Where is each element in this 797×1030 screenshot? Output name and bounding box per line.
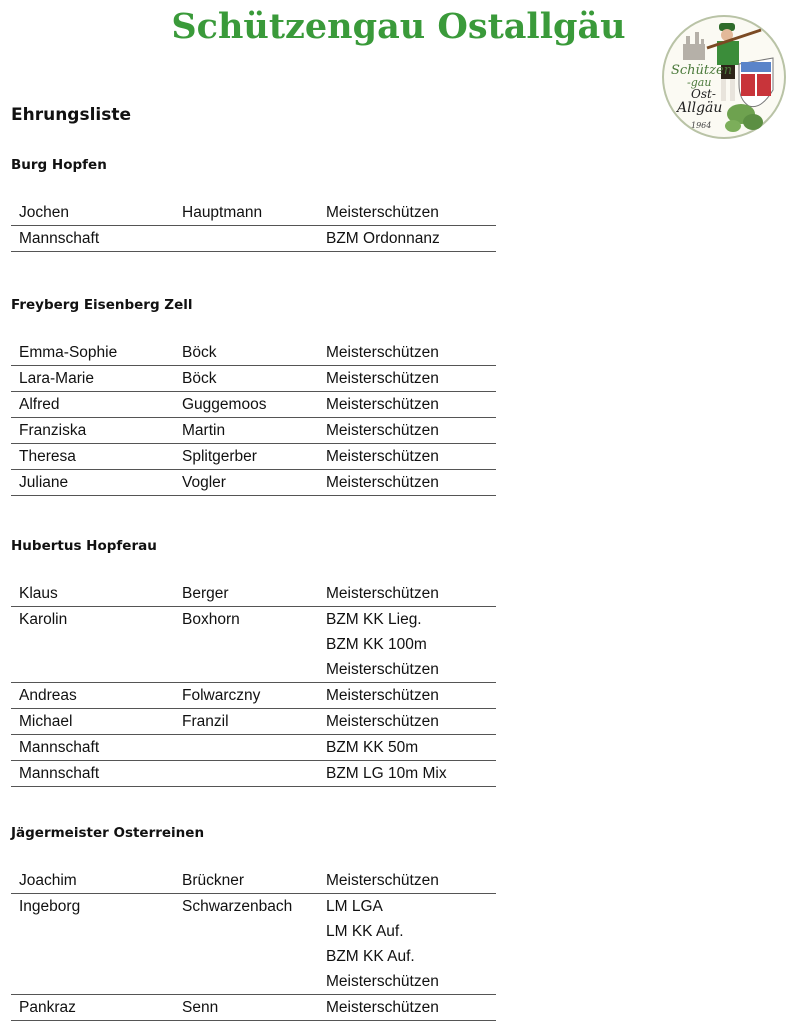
table-row bbox=[11, 444, 496, 470]
award: Meisterschützen bbox=[326, 687, 439, 704]
first-name: Mannschaft bbox=[19, 739, 100, 756]
club-name: Burg Hopfen bbox=[11, 157, 107, 173]
award: Meisterschützen bbox=[326, 204, 439, 221]
award-cell bbox=[326, 392, 496, 418]
first-name: Andreas bbox=[19, 687, 77, 704]
last-name: Senn bbox=[182, 999, 219, 1016]
last-name: Boxhorn bbox=[182, 611, 240, 628]
svg-text:Allgäu: Allgäu bbox=[677, 100, 723, 116]
page-title: Schützengau Ostallgäu bbox=[171, 6, 626, 47]
first-name: Alfred bbox=[19, 396, 60, 413]
award: Meisterschützen bbox=[326, 713, 439, 730]
award: Meisterschützen bbox=[326, 344, 439, 361]
award: BZM LG 10m Mix bbox=[326, 765, 447, 782]
last-name: Böck bbox=[182, 370, 217, 387]
svg-text:Schützen: Schützen bbox=[671, 63, 733, 78]
award-cell bbox=[326, 761, 496, 787]
first-name: Joachim bbox=[19, 872, 77, 889]
award-cell bbox=[326, 735, 496, 761]
last-name: Franzil bbox=[182, 713, 229, 730]
award: LM KK Auf. bbox=[326, 923, 404, 940]
award-cell bbox=[326, 683, 496, 709]
last-name: Schwarzenbach bbox=[182, 898, 293, 915]
table-row bbox=[11, 340, 496, 366]
club-name: Freyberg Eisenberg Zell bbox=[11, 297, 193, 313]
first-name: Mannschaft bbox=[19, 765, 100, 782]
first-name: Karolin bbox=[19, 611, 68, 628]
club-section-freyberg-eisenberg-zell bbox=[11, 295, 496, 496]
table-row bbox=[11, 392, 496, 418]
last-name: Berger bbox=[182, 585, 229, 602]
table-row bbox=[11, 226, 496, 252]
first-name: Emma-Sophie bbox=[19, 344, 118, 361]
award: Meisterschützen bbox=[326, 474, 439, 491]
award: BZM Ordonnanz bbox=[326, 230, 440, 247]
table-row bbox=[11, 761, 496, 787]
table-row bbox=[11, 470, 496, 496]
award: Meisterschützen bbox=[326, 973, 439, 990]
club-section-hubertus-hopferau bbox=[11, 536, 496, 787]
last-name bbox=[182, 735, 326, 761]
club-section-burg-hopfen bbox=[11, 155, 496, 252]
document-heading: Ehrungsliste bbox=[11, 105, 132, 125]
award: Meisterschützen bbox=[326, 999, 439, 1016]
table-row bbox=[11, 200, 496, 226]
award-cell bbox=[326, 995, 496, 1021]
club-section-jaegermeister-osterreinen bbox=[11, 823, 496, 1021]
club-name: Hubertus Hopferau bbox=[11, 538, 157, 554]
award-cell bbox=[326, 418, 496, 444]
honors-table bbox=[11, 581, 496, 787]
club-emblem-icon bbox=[661, 14, 787, 140]
table-row bbox=[11, 995, 496, 1021]
award-cell bbox=[326, 340, 496, 366]
award: Meisterschützen bbox=[326, 422, 439, 439]
table-row bbox=[11, 366, 496, 392]
award-cell bbox=[326, 868, 496, 894]
award-cell bbox=[326, 470, 496, 496]
first-name: Pankraz bbox=[19, 999, 76, 1016]
club-name: Jägermeister Osterreinen bbox=[11, 825, 205, 841]
award: BZM KK 100m bbox=[326, 636, 427, 653]
first-name: Klaus bbox=[19, 585, 58, 602]
award-cell bbox=[326, 709, 496, 735]
table-row bbox=[11, 868, 496, 894]
first-name: Theresa bbox=[19, 448, 76, 465]
award-cell bbox=[326, 444, 496, 470]
award: Meisterschützen bbox=[326, 872, 439, 889]
last-name: Guggemoos bbox=[182, 396, 267, 413]
table-row bbox=[11, 683, 496, 709]
table-row bbox=[11, 709, 496, 735]
first-name: Michael bbox=[19, 713, 73, 730]
award-cell bbox=[326, 200, 496, 226]
first-name: Juliane bbox=[19, 474, 69, 491]
award-cell bbox=[326, 366, 496, 392]
award: Meisterschützen bbox=[326, 396, 439, 413]
table-row bbox=[11, 735, 496, 761]
table-row bbox=[11, 581, 496, 607]
award-cell bbox=[326, 581, 496, 607]
honors-table bbox=[11, 868, 496, 1021]
svg-text:Ost-: Ost- bbox=[691, 87, 716, 101]
last-name: Splitgerber bbox=[182, 448, 257, 465]
table-row bbox=[11, 418, 496, 444]
award-cell bbox=[326, 607, 496, 683]
last-name: Hauptmann bbox=[182, 204, 263, 221]
table-row bbox=[11, 894, 496, 995]
honors-table bbox=[11, 200, 496, 252]
last-name: Folwarczny bbox=[182, 687, 261, 704]
award: Meisterschützen bbox=[326, 585, 439, 602]
svg-text:-gau: -gau bbox=[687, 76, 712, 89]
first-name: Mannschaft bbox=[19, 230, 100, 247]
first-name: Ingeborg bbox=[19, 898, 81, 915]
first-name: Jochen bbox=[19, 204, 69, 221]
award: Meisterschützen bbox=[326, 448, 439, 465]
last-name: Brückner bbox=[182, 872, 245, 889]
honors-table bbox=[11, 340, 496, 496]
award: LM LGA bbox=[326, 898, 383, 915]
last-name: Vogler bbox=[182, 474, 226, 491]
last-name: Martin bbox=[182, 422, 226, 439]
award: Meisterschützen bbox=[326, 370, 439, 387]
award: BZM KK 50m bbox=[326, 739, 419, 756]
last-name bbox=[182, 761, 326, 787]
award: Meisterschützen bbox=[326, 661, 439, 678]
award: BZM KK Auf. bbox=[326, 948, 415, 965]
first-name: Lara-Marie bbox=[19, 370, 94, 387]
award-cell bbox=[326, 894, 496, 995]
last-name bbox=[182, 226, 326, 252]
svg-text:1964: 1964 bbox=[691, 121, 712, 130]
award-cell bbox=[326, 226, 496, 252]
table-row bbox=[11, 607, 496, 683]
first-name: Franziska bbox=[19, 422, 87, 439]
last-name: Böck bbox=[182, 344, 217, 361]
award: BZM KK Lieg. bbox=[326, 611, 422, 628]
